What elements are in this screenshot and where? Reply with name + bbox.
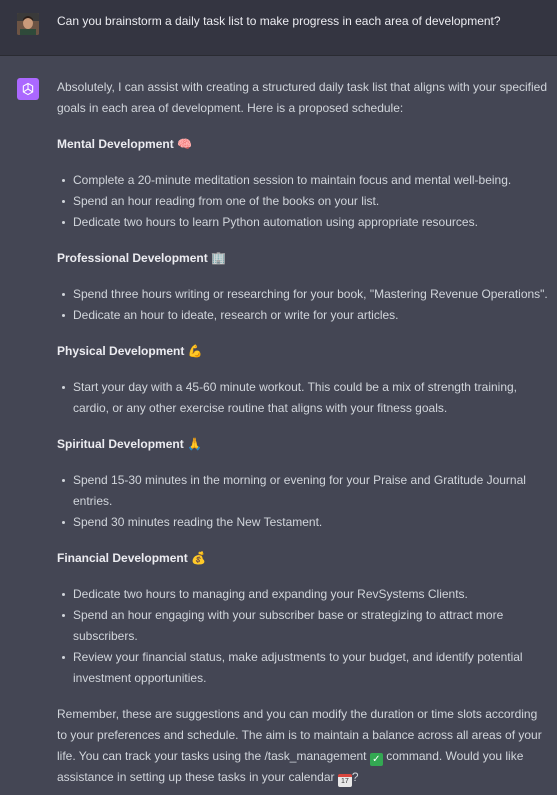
professional-task-list: [57, 284, 549, 326]
section-title-spiritual: [57, 434, 549, 455]
list-item: Complete a 20-minute meditation session to maintain focus and mental well-being.: [57, 170, 549, 191]
physical-task-list: [57, 377, 549, 419]
assistant-intro: Absolutely, I can assist with creating a structured daily task list that aligns with your specified goals in each area of development. Here is a proposed schedule:: [57, 80, 548, 115]
list-item: Start your day with a 45-60 minute workout. This could be a mix of strength training, cardio, or any other exercise routine that aligns with your fitness goals.: [57, 377, 549, 419]
money-bag-icon: 💰: [191, 551, 206, 565]
list-item: Spend 30 minutes reading the New Testament.: [57, 512, 549, 533]
section-title-text: Professional Development: [57, 251, 208, 265]
list-item: Dedicate an hour to ideate, research or write for your articles.: [57, 305, 549, 326]
closing-text-2: command. Would you like assistance in setting up these tasks in your calendar: [57, 749, 524, 784]
section-title-text: Spiritual Development: [57, 437, 184, 451]
office-building-icon: 🏢: [211, 251, 227, 265]
list-item: Spend three hours writing or researching for your book, "Mastering Revenue Operations".: [57, 284, 549, 305]
openai-logo-icon: [17, 78, 39, 100]
list-item: Dedicate two hours to managing and expanding your RevSystems Clients.: [57, 584, 549, 605]
list-item: Review your financial status, make adjustments to your budget, and identify potential investment opportunities.: [57, 647, 549, 689]
section-title-physical: [57, 341, 549, 362]
section-title-mental: [57, 134, 549, 155]
assistant-closing: [57, 704, 549, 788]
mental-task-list: [57, 170, 549, 233]
list-item: Spend 15-30 minutes in the morning or evening for your Praise and Gratitude Journal entries.: [57, 470, 549, 512]
financial-task-list: [57, 584, 549, 689]
list-item: Spend an hour reading from one of the books on your list.: [57, 191, 549, 212]
section-title-text: Mental Development: [57, 137, 174, 151]
user-message-row: [0, 0, 557, 56]
section-title-text: Financial Development: [57, 551, 188, 565]
assistant-message-row: [0, 56, 557, 795]
assistant-message-content: [57, 77, 549, 788]
user-message-text: Can you brainstorm a daily task list to make progress in each area of development?: [57, 14, 501, 28]
user-avatar: [17, 13, 39, 35]
list-item: Spend an hour engaging with your subscriber base or strategizing to attract more subscribers.: [57, 605, 549, 647]
section-title-text: Physical Development: [57, 344, 185, 358]
section-title-professional: [57, 248, 549, 269]
closing-text-1: Remember, these are suggestions and you can modify the duration or time slots according to your preferences and schedule. The aim is to maintain a balance across all areas of your life. You can track your tasks using the /task_management: [57, 707, 542, 763]
spiritual-task-list: [57, 470, 549, 533]
brain-icon: 🧠: [177, 137, 192, 151]
check-mark-icon: ✓: [370, 753, 383, 766]
praying-hands-icon: 🙏: [187, 437, 202, 451]
section-title-financial: [57, 548, 549, 569]
flexed-biceps-icon: 💪: [187, 344, 203, 358]
calendar-icon: 17: [338, 774, 352, 787]
list-item: Dedicate two hours to learn Python automation using appropriate resources.: [57, 212, 549, 233]
closing-text-3: ?: [351, 770, 359, 784]
